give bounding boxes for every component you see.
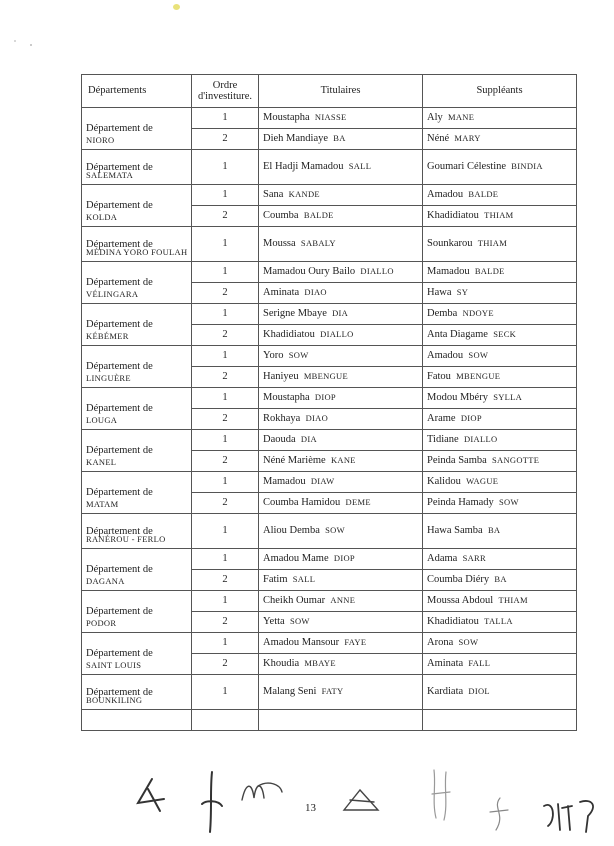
table-row [82,591,577,612]
col-header-ordre-line2: d'investiture. [197,91,253,102]
ordre-cell: 1 [192,150,259,185]
table-row [82,108,577,129]
suppleant-cell-family: MARY [454,132,481,143]
suppleant-cell-given: Demba [427,307,458,319]
col-header-ordre-line1: Ordre [212,79,238,91]
titulaire-cell-family: DIOP [314,391,336,402]
suppleant-cell [423,654,577,675]
titulaire-cell-given: Daouda [263,433,296,445]
department-name: SAINT LOUIS [86,660,142,671]
titulaire-cell-given: Khadidiatou [263,328,315,340]
titulaire-cell-family: SOW [288,349,309,360]
titulaire-cell-family: KANE [330,454,356,465]
table-row [82,150,577,185]
suppleant-cell [423,388,577,409]
titulaire-cell-given: Yoro [263,349,284,361]
titulaire-cell [259,304,423,325]
handwritten-initial [540,796,604,834]
department-cell [82,185,192,227]
suppleant-cell-family: THIAM [498,594,528,605]
handwritten-initial [424,768,458,822]
suppleant-cell [423,185,577,206]
titulaire-cell [259,325,423,346]
page-number: 13 [305,802,316,814]
titulaire-cell-family: FAYE [344,636,367,647]
titulaire-cell-given: Coumba [263,209,299,221]
ordre-cell: 2 [192,325,259,346]
titulaire-cell-family: DIAW [310,475,335,486]
department-label: Département de [86,319,153,331]
titulaire-cell-family: DIAO [304,286,327,297]
suppleant-cell-family: BINDIA [511,160,543,171]
suppleant-cell-given: Goumari Célestine [427,160,507,172]
suppleant-cell-family: SECK [493,328,517,339]
suppleant-cell [423,514,577,549]
suppleant-cell [423,283,577,304]
handwritten-initial [340,786,382,814]
suppleant-cell [423,472,577,493]
department-label: Département de [86,403,153,415]
suppleant-cell-family: SYLLA [493,391,523,402]
department-cell [82,633,192,675]
department-label: Département de [86,277,153,289]
department-cell [82,227,192,262]
scan-speck [30,44,32,46]
suppleant-cell [423,325,577,346]
suppleant-cell-family: SARR [462,552,486,563]
suppleant-cell [423,129,577,150]
titulaire-cell-given: Aliou Demba [263,524,320,536]
titulaire-cell-given: Rokhaya [263,412,301,424]
titulaire-cell-given: Haniyeu [263,370,299,382]
titulaire-cell [259,346,423,367]
handwritten-initial [238,776,284,806]
department-label: Département de [86,487,153,499]
titulaire-cell [259,549,423,570]
suppleant-cell-family: SOW [468,349,489,360]
titulaire-cell-given: Néné Marième [263,454,326,466]
titulaire-cell [259,612,423,633]
suppleant-cell-given: Kalidou [427,475,461,487]
titulaire-cell-given: El Hadji Mamadou [263,160,344,172]
ordre-cell: 1 [192,591,259,612]
titulaire-cell-family: SALL [292,573,316,584]
suppleant-cell-family: TALLA [484,615,513,626]
suppleant-cell [423,549,577,570]
titulaire-cell [259,633,423,654]
department-name: LOUGA [86,415,118,426]
suppleant-cell-given: Hawa Samba [427,524,483,536]
suppleant-cell [423,108,577,129]
ordre-cell: 2 [192,451,259,472]
department-name: DAGANA [86,576,125,587]
titulaire-cell [259,472,423,493]
ordre-cell: 1 [192,227,259,262]
titulaire-cell [259,514,423,549]
titulaire-cell-given: Coumba Hamidou [263,496,341,508]
department-name: KANEL [86,457,117,468]
department-cell [82,514,192,549]
suppleant-cell-family: SOW [499,496,519,507]
titulaire-cell [259,654,423,675]
suppleant-cell-given: Khadidiatou [427,615,479,627]
titulaire-cell [259,388,423,409]
suppleant-cell [423,493,577,514]
ordre-cell: 1 [192,675,259,710]
ordre-cell: 2 [192,570,259,591]
suppleant-cell-given: Aly [427,111,443,123]
ordre-cell: 1 [192,472,259,493]
table-cell-empty [423,710,577,731]
department-label: Département de [86,648,153,660]
titulaire-cell-family: SABALY [300,237,336,248]
department-name: SALEMATA [86,170,134,181]
ordre-cell: 1 [192,108,259,129]
department-name: BOUNKILING [86,695,143,706]
titulaire-cell [259,227,423,262]
titulaire-cell [259,150,423,185]
titulaire-cell [259,185,423,206]
department-name: KOLDA [86,212,118,223]
suppleant-cell [423,367,577,388]
titulaire-cell [259,451,423,472]
table-row [82,304,577,325]
suppleant-cell [423,430,577,451]
col-header-titulaires: Titulaires [259,75,423,108]
titulaire-cell [259,367,423,388]
ordre-cell: 2 [192,206,259,227]
titulaire-cell-given: Sana [263,188,284,200]
ordre-cell: 1 [192,388,259,409]
table-row [82,633,577,654]
titulaire-cell-family: MBAYE [304,657,336,668]
table-header-row [82,75,577,108]
suppleant-cell [423,675,577,710]
candidates-table [81,74,577,731]
table-row-blank [82,710,577,731]
suppleant-cell-family: BALDE [474,265,505,276]
suppleant-cell-family: NDOYE [462,307,494,318]
department-label: Département de [86,238,153,250]
department-cell [82,591,192,633]
suppleant-cell-given: Moussa Abdoul [427,594,494,606]
table-cell-empty [192,710,259,731]
suppleant-cell [423,612,577,633]
suppleant-cell-family: BALDE [468,188,499,199]
table-row [82,388,577,409]
suppleant-cell [423,409,577,430]
suppleant-cell-given: Arame [427,412,456,424]
titulaire-cell-given: Serigne Mbaye [263,307,327,319]
titulaire-cell [259,206,423,227]
titulaire-cell-family: DIOP [333,552,355,563]
department-cell [82,150,192,185]
ordre-cell: 2 [192,409,259,430]
table-row [82,549,577,570]
suppleant-cell-given: Hawa [427,286,452,298]
suppleant-cell-family: FALL [468,657,491,668]
ordre-cell: 2 [192,129,259,150]
ordre-cell: 2 [192,612,259,633]
suppleant-cell-given: Khadidiatou [427,209,479,221]
titulaire-cell [259,108,423,129]
titulaire-cell [259,591,423,612]
department-cell [82,108,192,150]
department-cell [82,388,192,430]
titulaire-cell-family: DIAO [305,412,329,423]
titulaire-cell-family: NIASSE [314,111,347,122]
department-cell [82,675,192,710]
department-cell [82,262,192,304]
titulaire-cell-given: Mamadou Oury Bailo [263,265,356,277]
suppleant-cell-family: SANGOTTE [492,454,540,465]
department-name: MÉDINA YORO FOULAH [86,247,188,258]
ordre-cell: 1 [192,346,259,367]
titulaire-cell-given: Moussa [263,237,296,249]
titulaire-cell-family: DEME [345,496,371,507]
suppleant-cell [423,570,577,591]
suppleant-cell-given: Amadou [427,188,464,200]
titulaire-cell [259,129,423,150]
suppleant-cell-family: THIAM [477,237,508,248]
titulaire-cell [259,493,423,514]
titulaire-cell-family: MBENGUE [303,370,348,381]
suppleant-cell-given: Arona [427,636,454,648]
ordre-cell: 1 [192,549,259,570]
department-label: Département de [86,564,153,576]
suppleant-cell [423,591,577,612]
ordre-cell: 2 [192,493,259,514]
department-label: Département de [86,606,153,618]
titulaire-cell-given: Malang Seni [263,685,317,697]
titulaire-cell [259,675,423,710]
titulaire-cell-given: Dieh Mandiaye [263,132,329,144]
ordre-cell: 1 [192,430,259,451]
titulaire-cell-family: DIA [332,307,349,318]
ordre-cell: 1 [192,304,259,325]
suppleant-cell [423,206,577,227]
titulaire-cell [259,409,423,430]
ordre-cell: 2 [192,654,259,675]
suppleant-cell-given: Kardiata [427,685,464,697]
suppleant-cell [423,262,577,283]
table-row [82,346,577,367]
titulaire-cell-given: Moustapha [263,391,310,403]
suppleant-cell [423,150,577,185]
scan-speck [173,4,180,10]
department-name: KÉBÉMER [86,331,129,342]
department-name: LINGUÈRE [86,373,131,384]
titulaire-cell-given: Amadou Mame [263,552,329,564]
table-row [82,675,577,710]
department-cell [82,430,192,472]
ordre-cell: 1 [192,185,259,206]
department-name: RANÉROU - FERLO [86,534,166,545]
titulaire-cell-family: SOW [289,615,310,626]
titulaire-cell-given: Cheikh Oumar [263,594,326,606]
table-row [82,430,577,451]
department-name: VÉLINGARA [86,289,139,300]
titulaire-cell-family: BA [333,132,346,143]
titulaire-cell-given: Aminata [263,286,300,298]
department-cell [82,472,192,514]
suppleant-cell-given: Adama [427,552,458,564]
ordre-cell: 2 [192,283,259,304]
ordre-cell: 1 [192,262,259,283]
suppleant-cell-family: MBENGUE [456,370,501,381]
department-cell [82,346,192,388]
titulaire-cell-family: DIALLO [360,265,394,276]
table-cell-empty [259,710,423,731]
titulaire-cell [259,430,423,451]
suppleant-cell-family: WAGUE [466,475,499,486]
suppleant-cell-family: DIALLO [463,433,498,444]
suppleant-cell-given: Amadou [427,349,464,361]
suppleant-cell-given: Modou Mbéry [427,391,488,403]
titulaire-cell-given: Mamadou [263,475,306,487]
titulaire-cell-family: BALDE [303,209,334,220]
department-label: Département de [86,525,153,537]
handwritten-initial [486,796,512,832]
titulaire-cell-given: Moustapha [263,111,310,123]
department-label: Département de [86,123,153,135]
suppleant-cell [423,451,577,472]
table-body [82,108,577,731]
titulaire-cell-given: Yetta [263,615,285,627]
department-label: Département de [86,361,153,373]
department-label: Département de [86,200,153,212]
department-label: Département de [86,445,153,457]
handwritten-initial [196,770,226,834]
department-cell [82,549,192,591]
titulaire-cell [259,283,423,304]
col-header-suppleants: Suppléants [423,75,577,108]
titulaire-cell-given: Khoudia [263,657,300,669]
suppleant-cell-given: Peinda Samba [427,454,487,466]
suppleant-cell-given: Tidiane [427,433,459,445]
suppleant-cell-family: THIAM [484,209,514,220]
col-header-ordre [192,75,259,108]
suppleant-cell-family: SY [456,286,469,297]
titulaire-cell-family: SALL [348,160,372,171]
ordre-cell: 2 [192,367,259,388]
table-cell-empty [82,710,192,731]
suppleant-cell-family: SOW [458,636,479,647]
suppleant-cell [423,304,577,325]
titulaire-cell-family: KANDE [288,188,320,199]
suppleant-cell-given: Sounkarou [427,237,473,249]
suppleant-cell-given: Peinda Hamady [427,496,494,508]
titulaire-cell-family: ANNE [330,594,356,605]
suppleant-cell-given: Néné [427,132,450,144]
suppleant-cell-family: BA [494,573,507,584]
suppleant-cell-given: Anta Diagame [427,328,488,340]
table-row [82,262,577,283]
titulaire-cell-family: FATY [321,685,344,696]
department-label: Département de [86,161,153,173]
suppleant-cell [423,633,577,654]
suppleant-cell [423,346,577,367]
titulaire-cell [259,570,423,591]
department-cell [82,304,192,346]
titulaire-cell-family: DIA [300,433,317,444]
table-row [82,227,577,262]
titulaire-cell-given: Fatim [263,573,288,585]
suppleant-cell [423,227,577,262]
ordre-cell: 1 [192,514,259,549]
titulaire-cell-family: SOW [325,524,345,535]
department-name: NIORO [86,135,115,146]
titulaire-cell [259,262,423,283]
suppleant-cell-given: Coumba Diéry [427,573,490,585]
suppleant-cell-family: BA [487,524,501,535]
table-row [82,185,577,206]
department-name: PODOR [86,618,117,629]
titulaire-cell-family: DIALLO [320,328,354,339]
col-header-departements: Départements [82,75,192,108]
suppleant-cell-given: Fatou [427,370,451,382]
titulaire-cell-given: Amadou Mansour [263,636,340,648]
suppleant-cell-given: Aminata [427,657,464,669]
suppleant-cell-family: DIOP [460,412,482,423]
suppleant-cell-family: MANE [448,111,475,122]
table-row [82,514,577,549]
table-row [82,472,577,493]
department-name: MATAM [86,499,119,510]
department-label: Département de [86,686,153,698]
suppleant-cell-given: Mamadou [427,265,470,277]
suppleant-cell-family: DIOL [468,685,490,696]
scan-speck [14,40,16,42]
handwritten-initial [130,775,170,815]
ordre-cell: 1 [192,633,259,654]
